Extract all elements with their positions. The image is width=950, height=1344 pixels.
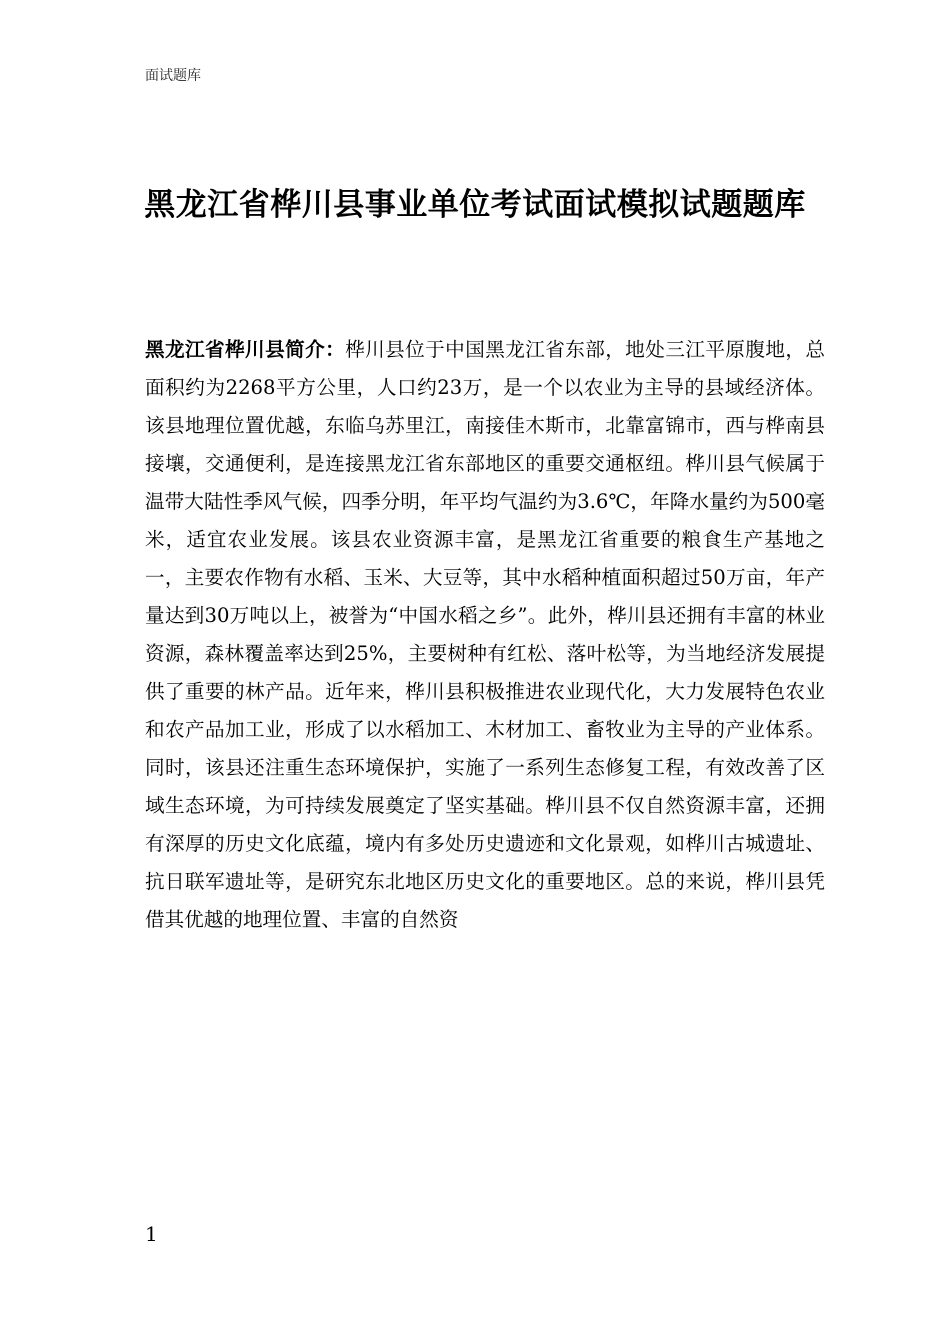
document-title: 黑龙江省桦川县事业单位考试面试模拟试题题库 xyxy=(144,187,806,223)
running-header: 面试题库 xyxy=(145,68,201,84)
intro-text: 桦川县位于中国黑龙江省东部，地处三江平原腹地，总面积约为2268平方公里，人口约23万，是一个以农业为主导的县域经济体。该县地理位置优越，东临乌苏里江，南接佳木斯市，北靠富锦市，西与桦南县接壤，交通便利，是连接黑龙江省东部地区的重要交通枢纽。桦川县气候属于温带大陆性季风气候，四季分明，年平均气温约为3.6℃，年降水量约为500毫米，适宜农业发展。该县农业资源丰富，是黑龙江省重要的粮食生产基地之一，主要农作物有水稻、玉米、大豆等，其中水稻种植面积超过50万亩，年产量达到30万吨以上，被誉为“中国水稻之乡”。此外，桦川县还拥有丰富的林业资源，森林覆盖率达到25%，主要树种有红松、落叶松等，为当地经济发展提供了重要的林产品。近年来，桦川县积极推进农业现代化，大力发展特色农业和农产品加工业，形成了以水稻加工、木材加工、畜牧业为主导的产业体系。同时，该县还注重生态环境保护，实施了一系列生态修复工程，有效改善了区域生态环境，为可持续发展奠定了坚实基础。桦川县不仅自然资源丰富，还拥有深厚的历史文化底蕴，境内有多处历史遗迹和文化景观，如桦川古城遗址、抗日联军遗址等，是研究东北地区历史文化的重要地区。总的来说，桦川县凭借其优越的地理位置、丰富的自然资 xyxy=(145,338,826,931)
intro-paragraph xyxy=(145,331,825,939)
page-number: 1 xyxy=(145,1222,158,1246)
intro-lead: 黑龙江省桦川县简介： xyxy=(145,338,346,361)
